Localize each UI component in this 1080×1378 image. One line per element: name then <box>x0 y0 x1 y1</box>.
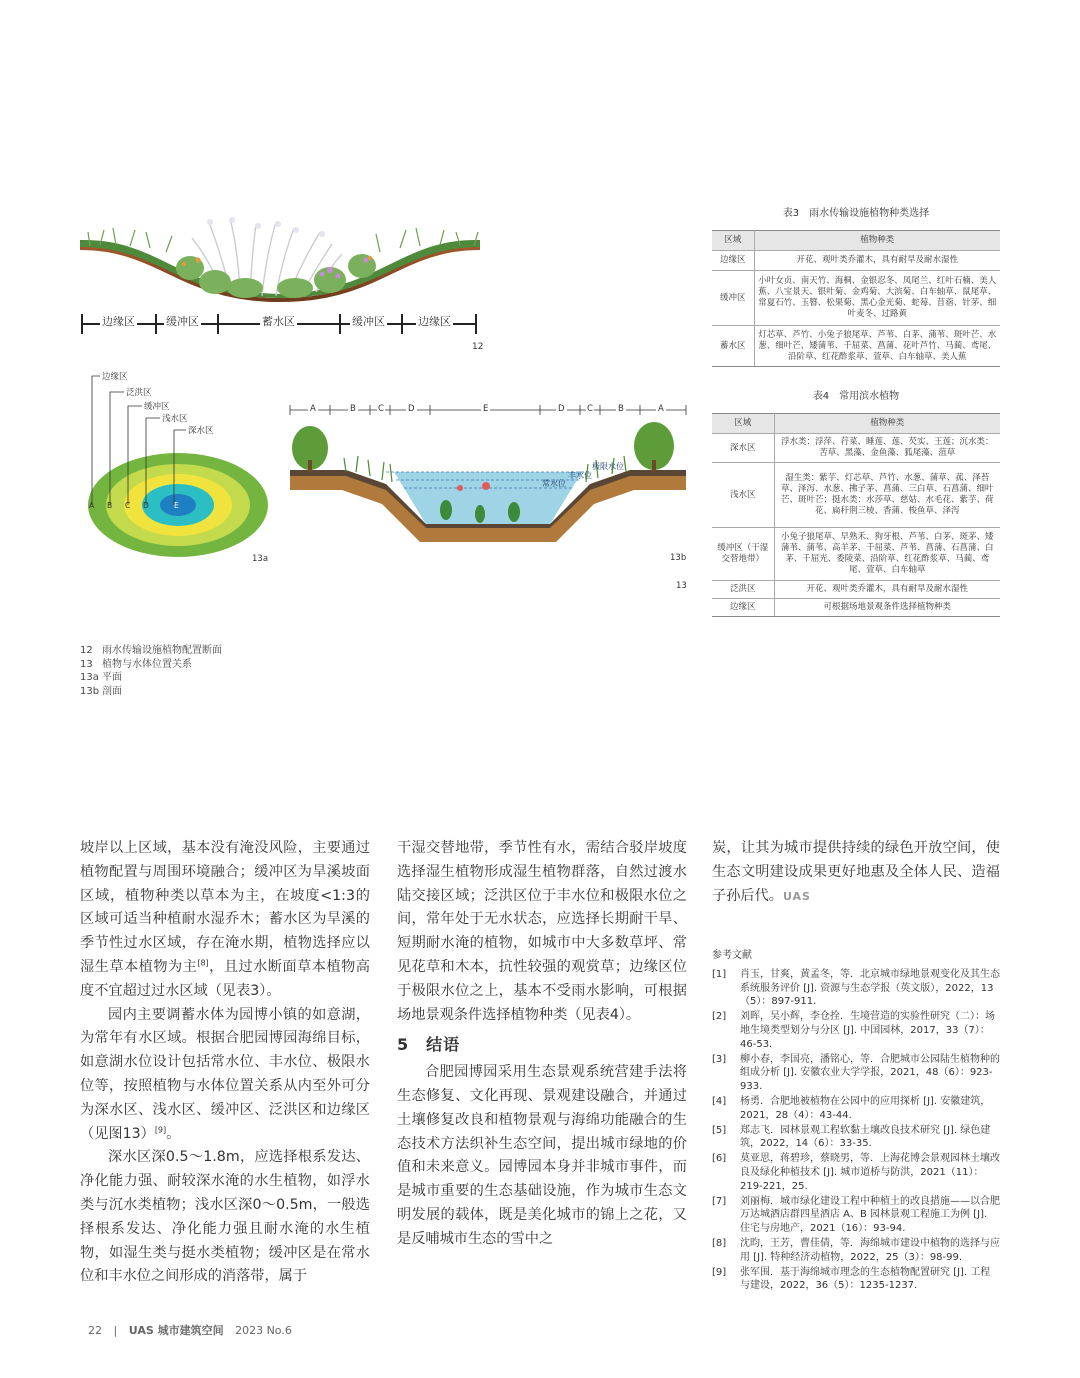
table4-header-plants: 植物种类 <box>774 414 1000 434</box>
table4-plants: 可根据场地景观条件选择植物种类 <box>774 599 1000 617</box>
table-row <box>712 271 1000 326</box>
issue-number: 2023 No.6 <box>235 1324 292 1337</box>
fig13a-zone-3: 缓冲区 <box>144 402 170 412</box>
fig12-zone-4: 缓冲区 <box>352 315 385 328</box>
table3-zone: 边缘区 <box>712 251 754 271</box>
caption-text: 雨水传输设施植物配置断面 <box>102 645 222 656</box>
table-row <box>712 599 1000 617</box>
paragraph: 合肥园博园采用生态景观系统营建手法将生态修复、文化再现、景观建设融合，并通过土壤修复改良和植物景观与海绵功能融合的生态技术方法织补生态空间，提出城市绿地的价值和未来意义。园博园本身并非城市事件，而是城市重要的生态基础设施，作为城市生态文明发展的载体，既是美化城市的锦上之花，又是反哺城市生态的雪中之 <box>397 1064 687 1247</box>
caption-line <box>80 644 222 658</box>
fig13b-seg-8: B <box>618 404 624 414</box>
table4-caption: 表4 常用滨水植物 <box>812 391 900 402</box>
caption-num: 13b <box>80 685 100 697</box>
table4-zone: 缓冲区（干湿交替地带） <box>712 528 774 581</box>
fig12-number: 12 <box>472 342 484 352</box>
footer-separator: | <box>113 1324 118 1337</box>
caption-text: 植物与水体位置关系 <box>102 658 192 670</box>
fig13a-zone-2: 泛洪区 <box>126 388 152 398</box>
fig13a-letter-d: D <box>143 501 149 510</box>
fig13a-letter-a: A <box>89 501 95 510</box>
table3-header-plants: 植物种类 <box>754 231 1000 251</box>
fig13a-zone-1: 边缘区 <box>102 372 128 382</box>
table3-plants: 小叶女贞、南天竹、海桐、金银忍冬、凤尾兰、红叶石楠、美人蕉、八宝景天、银叶菊、金鸡菊、大滨菊、白车轴草、鼠尾草、常夏石竹、玉簪、松果菊、黑心金光菊、蛇莓、苜蓿、针茅、细叶麦冬、过路黄 <box>754 271 1000 326</box>
body-column-1 <box>80 837 370 1289</box>
fig13b-level-extreme: 极限水位 <box>592 462 624 471</box>
table4-zone: 浅水区 <box>712 463 774 528</box>
fig13b-seg-3: C <box>378 404 384 414</box>
table-row <box>712 528 1000 581</box>
table4 <box>712 413 1000 617</box>
paragraph: 园内主要调蓄水体为园博小镇的如意湖，为常年有水区域。根据合肥园博园海绵目标，如意湖水位设计包括常水位、丰水位、极限水位等，按照植物与水体位置关系从内至外可分为深水区、浅水区、缓冲区、泛洪区和边缘区（见图13）[9]。 <box>80 1006 370 1142</box>
figure-13b <box>286 400 696 596</box>
table3-header-zone: 区域 <box>712 231 754 251</box>
table-row <box>712 581 1000 599</box>
fig13b-seg-5: E <box>483 404 489 414</box>
fig13b-level-high: 丰水位 <box>568 471 592 480</box>
fig13b-seg-2: B <box>350 404 356 414</box>
caption-text: 平面 <box>102 672 122 683</box>
fig12-zone-1: 边缘区 <box>102 315 135 328</box>
fig12-zone-3: 蓄水区 <box>262 315 295 328</box>
table-row <box>712 326 1000 367</box>
fig13b-section-drawing <box>286 400 696 596</box>
paragraph: 坡岸以上区域，基本没有淹没风险，主要通过植物配置与周围环境融合；缓冲区为旱溪坡面区域，植物种类以草本为主，在坡度<1:3的区域可适当种植耐水湿乔木；蓄水区为旱溪的季节性过水区域，存在淹水期，植物选择应以湿生草本植物为主[8]，且过水断面草本植物高度不宜超过过水区域（见表3）。 <box>80 840 370 999</box>
fig13b-seg-7: C <box>587 404 593 414</box>
fig13b-number: 13b <box>670 553 687 563</box>
fig12-zone-5: 边缘区 <box>418 315 451 328</box>
fig13a-letter-b: B <box>107 501 113 510</box>
paragraph: 干湿交替地带，季节性有水，需结合驳岸坡度选择湿生植物形成湿生植物群落，自然过渡水陆交接区域；泛洪区位于丰水位和极限水位之间，常年处于无水状态，应选择长期耐干旱、短期耐水淹的植物，如城市中大多数草坪、常见花草和木本，抗性较强的观赏草；边缘区位于极限水位之上，基本不受雨水影响，可根据场地景观条件选择植物种类（见表4）。 <box>397 840 687 1023</box>
uas-logo: UAS <box>782 889 811 903</box>
fig13a-letter-e: E <box>174 501 179 510</box>
reference-item: [8] 沈昀，王芳，曹佳倩，等．海绵城市建设中植物的选择与应用 [J]. 特种经济动植物，2022，25（3）：98-99. <box>712 1237 1000 1263</box>
caption-text: 剖面 <box>102 685 122 697</box>
fig13a-number: 13a <box>252 554 269 564</box>
table4-zone: 深水区 <box>712 434 774 463</box>
fig13b-seg-1: A <box>310 404 316 414</box>
table-row <box>712 434 1000 463</box>
table3-plants: 开花、观叶类乔灌木，具有耐旱及耐水湿性 <box>754 251 1000 271</box>
figure-13a <box>78 368 278 568</box>
reference-item: [9] 张军围．基于海绵城市理念的生态植物配置研究 [J]. 工程与建设，2022，36（5）：1235-1237. <box>712 1266 991 1292</box>
caption-num: 13 <box>80 658 93 670</box>
table4-plants: 小兔子狼尾草、早熟禾、狗牙根、芦苇、白茅、斑茅、矮蒲苇、蒲苇、高羊茅、千屈菜、芦苇、菖蒲、石菖蒲、白茅、千屈光、委陵菜、沿阶草、红花酢浆草、马蔺、鸢尾、萱草、白车轴草 <box>774 528 1000 581</box>
reference-item: [6] 莫亚思，蒋碧珍，蔡晓男，等．上海花博会景观园林土壤改良及绿化种植技术 [J]. 城市道桥与防洪，2021（11）：219-221，25. <box>712 1153 1000 1192</box>
table4-zone: 边缘区 <box>712 599 774 617</box>
table-row <box>712 463 1000 528</box>
fig13b-seg-4: D <box>408 404 415 414</box>
citation: [9] <box>154 1124 167 1134</box>
table4-header-zone: 区域 <box>712 414 774 434</box>
references-title: 参考文献 <box>712 950 752 961</box>
fig13a-zone-4: 浅水区 <box>162 414 188 424</box>
caption-line <box>80 685 222 699</box>
fig13b-seg-6: D <box>558 404 565 414</box>
page-number: 22 <box>88 1324 102 1337</box>
fig13b-seg-9: A <box>658 404 664 414</box>
reference-item: [4] 杨勇．合肥地被植物在公园中的应用探析 [J]. 安徽建筑，2021，28（4）：43-44. <box>712 1095 991 1121</box>
table3 <box>712 230 1000 367</box>
table3-plants: 灯芯草、芦竹、小兔子狼尾草、芦苇、白茅、蒲苇、斑叶芒、水葱、细叶芒、矮蒲苇、千屈菜、菖蒲、花叶芦竹、马蔺、鸢尾、沿阶草、红花酢浆草、萱草、白车轴草、美人蕉 <box>754 326 1000 367</box>
fig13a-plan-drawing <box>78 368 278 568</box>
citation: [8] <box>197 958 209 968</box>
fig12-section-drawing <box>80 210 490 355</box>
paragraph: 炭，让其为城市提供持续的绿色开放空间，使生态文明建设成果更好地惠及全体人民、造福子孙后代。UAS <box>712 840 1000 904</box>
table-row <box>712 251 1000 271</box>
body-column-3 <box>712 837 1000 908</box>
reference-item: [1] 肖玉，甘爽，黄孟冬，等．北京城市绿地景观变化及其生态系统服务评价 [J]. 资源与生态学报（英文版），2022，13（5）：897-911. <box>712 968 1000 1008</box>
reference-item: [2] 刘晖，吴小辉，李仓拴．生境营造的实验性研究（二）：场地生境类型划分与分区 [J]. 中国园林，2017，33（7）：46-53. <box>712 1011 995 1050</box>
caption-line <box>80 671 222 685</box>
table3-caption: 表3 雨水传输设施植物种类选择 <box>782 208 930 219</box>
figure-12 <box>80 210 490 355</box>
fig13a-zone-5: 深水区 <box>188 426 214 436</box>
body-column-2 <box>397 837 687 1252</box>
caption-num: 13a <box>80 672 99 683</box>
reference-item: [5] 郑志飞．园林景观工程软黏土壤改良技术研究 [J]. 绿色建筑，2022，14（6）：33-35. <box>712 1124 991 1150</box>
table4-plants: 浮水类：浮萍、荇菜、睡莲、莲、芡实、王莲；沉水类：苦草、黑藻、金鱼藻、狐尾藻、菹草 <box>774 434 1000 463</box>
table4-plants: 湿生类：紫芋、灯芯草、芦竹、水葱、蒲草、菰、泽苔草、泽泻、水葱、拂子茅、菖蒲、三白草、石菖蒲、细叶芒、斑叶芒；挺水类：水莎草、慈姑、水毛花、紫芋、荷花、扁秆荆三棱、香蒲、梭鱼草、泽泻 <box>774 463 1000 528</box>
paragraph: 深水区深0.5～1.8m，应选择根系发达、净化能力强、耐较深水淹的水生植物，如浮水类与沉水类植物；浅水区深0～0.5m，一般选择根系发达、净化能力强且耐水淹的水生植物，如湿生类与挺水类植物；缓冲区是在常水位和丰水位之间形成的消落带，属于 <box>80 1149 370 1285</box>
references <box>712 949 1000 1294</box>
table4-plants: 开花、观叶类乔灌木，具有耐旱及耐水湿性 <box>774 581 1000 599</box>
fig13a-letter-c: C <box>125 501 131 510</box>
caption-num: 12 <box>80 645 93 656</box>
figure-captions <box>80 644 222 698</box>
table3-zone: 蓄水区 <box>712 326 754 367</box>
fig12-zone-2: 缓冲区 <box>166 315 199 328</box>
page-footer <box>88 1322 292 1338</box>
fig13-number: 13 <box>676 581 687 591</box>
table3-zone: 缓冲区 <box>712 271 754 326</box>
fig13b-level-normal: 常水位 <box>542 479 566 488</box>
section-heading: 5 结语 <box>397 1035 461 1055</box>
journal-name: UAS 城市建筑空间 <box>128 1324 224 1337</box>
table4-zone: 泛洪区 <box>712 581 774 599</box>
reference-item: [3] 柳小春，李国亮，潘铭心，等．合肥城市公园陆生植物种的组成分析 [J]. 安徽农业大学学报，2021，48（6）：923-933. <box>712 1053 1000 1093</box>
reference-item: [7] 刘丽梅．城市绿化建设工程中种植土的改良措施——以合肥万达城酒店群四星酒店 A、B 园林景观工程施工为例 [J]. 住宅与房地产，2021（16）：93-94. <box>712 1195 1000 1235</box>
caption-line <box>80 658 222 672</box>
